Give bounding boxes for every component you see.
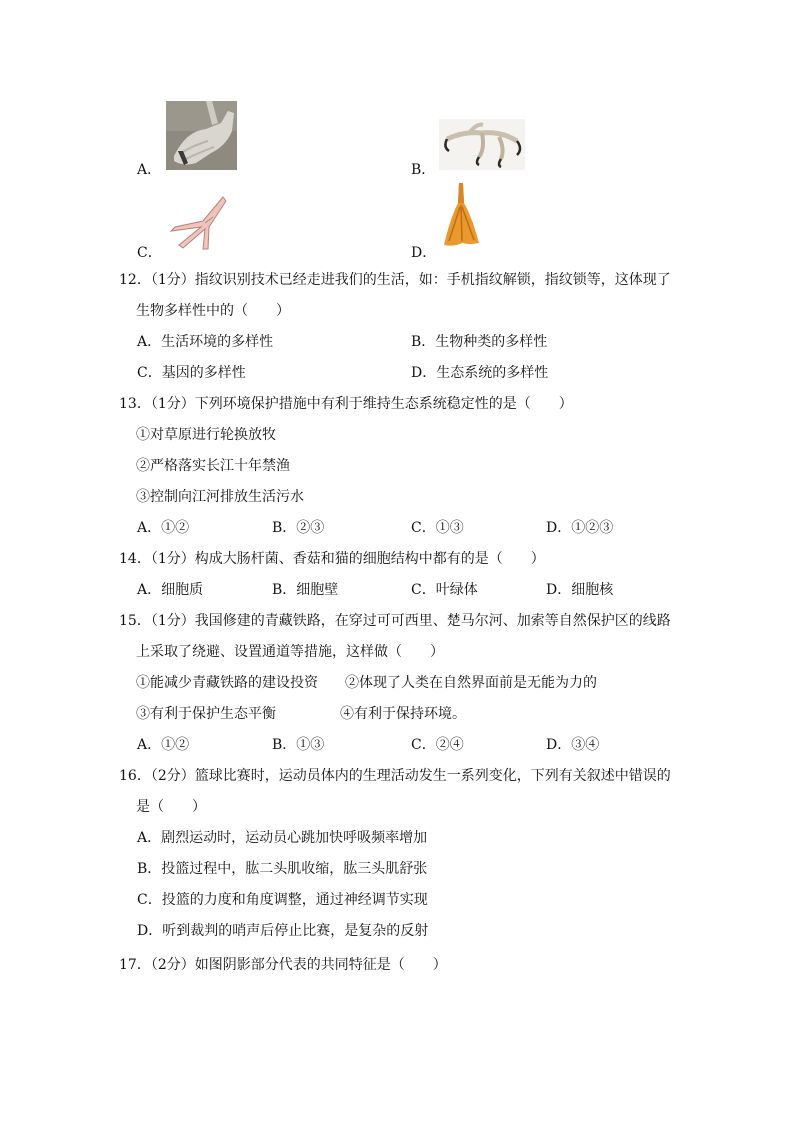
bird-claw-icon <box>439 119 525 170</box>
q12-option-d: D．生态系统的多样性 <box>411 365 549 381</box>
q14-option-a: A．细胞质 <box>137 582 204 598</box>
option-a-label: A． <box>137 162 162 178</box>
q15-item-1: ①能减少青藏铁路的建设投资 <box>136 675 318 691</box>
q14-option-d: D．细胞核 <box>546 582 614 598</box>
q13-item-1: ①对草原进行轮换放牧 <box>136 427 276 443</box>
grey-bird-foot-icon <box>166 101 237 170</box>
q16-stem-line-2: 是（ ） <box>136 799 206 815</box>
q13-item-3: ③控制向江河排放生活污水 <box>136 489 304 505</box>
q16-option-b: B．投篮过程中，肱二头肌收缩，肱三头肌舒张 <box>137 861 428 877</box>
q15-item-3: ③有利于保护生态平衡 <box>136 706 276 722</box>
q13-item-2: ②严格落实长江十年禁渔 <box>136 458 290 474</box>
q16-stem-line-1: 16．（2分）篮球比赛时，运动员体内的生理活动发生一系列变化，下列有关叙述中错误的 <box>119 768 671 784</box>
option-d-image <box>442 183 480 249</box>
q15-option-a: A．①② <box>137 737 190 753</box>
option-b-image <box>439 119 525 170</box>
q12-stem-line-1: 12．（1分）指纹识别技术已经走进我们的生活，如：手机指纹解锁，指纹锁等，这体现了 <box>119 272 671 288</box>
q12-option-a: A．生活环境的多样性 <box>137 334 274 350</box>
q16-option-c: C．投篮的力度和角度调整，通过神经调节实现 <box>137 892 428 908</box>
q15-option-c: C．②④ <box>411 737 464 753</box>
option-a-image <box>166 101 237 170</box>
q15-option-b: B．①③ <box>272 737 325 753</box>
q15-item-2: ②体现了人类在自然界面前是无能为力的 <box>345 675 597 691</box>
duck-foot-icon <box>442 183 480 249</box>
q16-option-a: A．剧烈运动时，运动员心跳加快呼吸频率增加 <box>137 830 428 846</box>
q16-option-d: D．听到裁判的哨声后停止比赛，是复杂的反射 <box>137 923 429 939</box>
q14-stem: 14．（1分）构成大肠杆菌、香菇和猫的细胞结构中都有的是（ ） <box>119 551 545 567</box>
option-d-label: D． <box>411 245 437 261</box>
chicken-foot-icon <box>165 193 228 253</box>
option-c-label: C． <box>137 245 162 261</box>
q13-option-c: C．①③ <box>411 520 464 536</box>
q12-stem-line-2: 生物多样性中的（ ） <box>136 303 290 319</box>
q14-option-b: B．细胞壁 <box>272 582 339 598</box>
q15-stem-line-1: 15．（1分）我国修建的青藏铁路，在穿过可可西里、楚马尔河、加索等自然保护区的线路 <box>119 613 671 629</box>
q13-stem: 13．（1分）下列环境保护措施中有利于维持生态系统稳定性的是（ ） <box>119 396 573 412</box>
q13-option-d: D．①②③ <box>546 520 614 536</box>
q14-option-c: C．叶绿体 <box>411 582 478 598</box>
q17-stem: 17．（2分）如图阴影部分代表的共同特征是（ ） <box>119 957 447 973</box>
q15-stem-line-2: 上采取了绕避、设置通道等措施，这样做（ ） <box>136 644 444 660</box>
q15-item-4: ④有利于保持环境。 <box>340 706 466 722</box>
q12-option-c: C．基因的多样性 <box>137 365 246 381</box>
q12-option-b: B．生物种类的多样性 <box>411 334 548 350</box>
q15-option-d: D．③④ <box>546 737 600 753</box>
q13-option-a: A．①② <box>137 520 190 536</box>
q13-option-b: B．②③ <box>272 520 325 536</box>
option-b-label: B． <box>411 162 436 178</box>
option-c-image <box>165 193 228 253</box>
